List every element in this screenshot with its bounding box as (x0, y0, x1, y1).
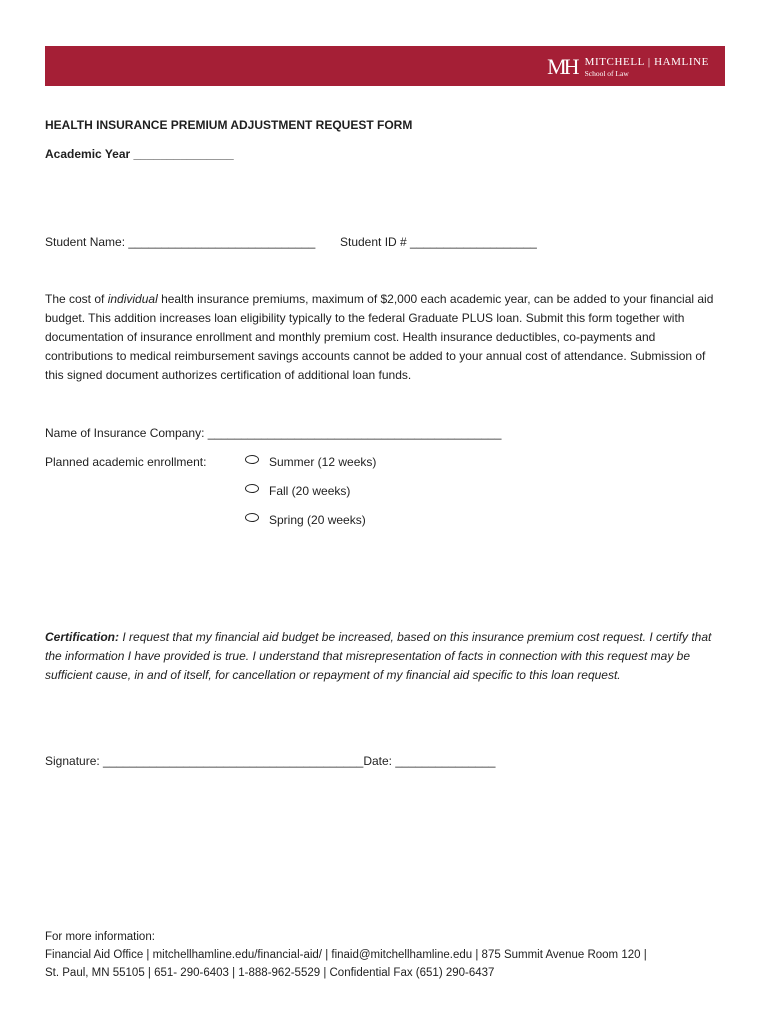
radio-summer[interactable] (245, 455, 376, 469)
academic-year-field[interactable]: Academic Year _______________ (45, 147, 234, 161)
student-id-field[interactable]: Student ID # ___________________ (340, 235, 537, 249)
radio-circle-icon[interactable] (245, 484, 259, 493)
certification-paragraph (45, 628, 725, 685)
footer-phone-line: St. Paul, MN 55105 | 651- 290-6403 | 1-888-962-5529 | Confidential Fax (651) 290-6437 (45, 967, 495, 979)
signature-date-line (45, 754, 495, 768)
logo-mark: MH (547, 54, 577, 79)
footer-heading: For more information: (45, 931, 155, 943)
logo-text (585, 57, 709, 78)
radio-label: Fall (20 weeks) (269, 484, 351, 498)
footer-address-line: Financial Aid Office | mitchellhamline.edu/financial-aid/ | finaid@mitchellhamline.edu | 875 Summit Avenue Room 120 | (45, 949, 647, 961)
radio-circle-icon[interactable] (245, 455, 259, 464)
description-intro: The cost of (45, 292, 108, 306)
radio-spring[interactable] (245, 513, 366, 527)
radio-circle-icon[interactable] (245, 513, 259, 522)
school-logo (547, 54, 709, 80)
logo-subtitle: School of Law (584, 68, 629, 78)
description-body: health insurance premiums, maximum of $2,000 each academic year, can be added to your financial aid budget. This addition increases loan eligibility typically to the federal Graduate PLUS loan. Submit this form together with documentation of insurance enrollment and monthly premium cost. Health insurance deductibles, co-payments and contributions to medical reimbursement savings accounts cannot be added to your annual cost of attendance. Submission of this signed document authorizes certification of additional loan funds. (45, 292, 714, 382)
header-banner (45, 46, 725, 86)
description-paragraph (45, 290, 725, 385)
footer-contact (45, 928, 735, 982)
enrollment-label: Planned academic enrollment: (45, 455, 207, 469)
radio-label: Summer (12 weeks) (269, 455, 377, 469)
student-name-field[interactable]: Student Name: ____________________________ (45, 235, 316, 249)
form-title: HEALTH INSURANCE PREMIUM ADJUSTMENT REQUEST FORM (45, 118, 413, 132)
signature-field[interactable]: Signature: _______________________________________ (45, 754, 364, 768)
description-emphasis: individual (107, 292, 158, 306)
insurance-company-field[interactable]: Name of Insurance Company: ____________________________________________ (45, 426, 502, 440)
certification-label: Certification: (45, 630, 120, 644)
radio-fall[interactable] (245, 484, 350, 498)
radio-label: Spring (20 weeks) (269, 513, 366, 527)
logo-name: MITCHELL | HAMLINE (584, 55, 709, 68)
certification-text: I request that my financial aid budget be increased, based on this insurance premium cost request. I certify that the information I have provided is true. I understand that misrepresentation of facts in connection with this request may be sufficient cause, in and of itself, for cancellation or repayment of my financial aid specific to this loan request. (45, 630, 712, 682)
date-field[interactable]: Date: _______________ (363, 754, 496, 768)
